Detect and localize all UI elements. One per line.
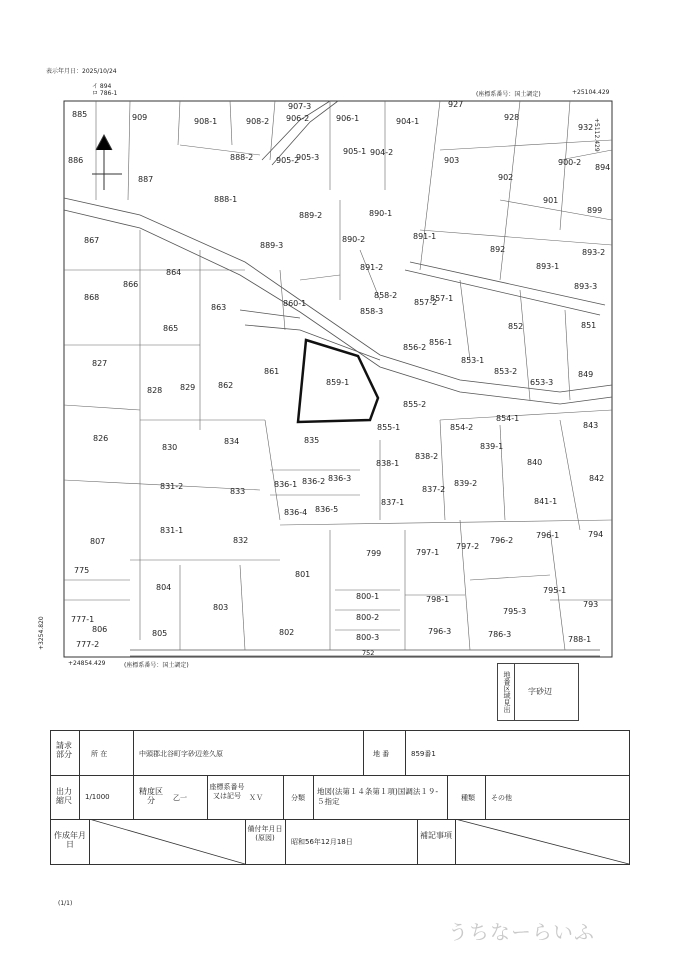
info-row-2 — [51, 775, 629, 820]
legend-label: 地番区域見出 — [498, 664, 515, 720]
parcel-label-788-1: 788-1 — [568, 635, 592, 644]
info-row-1 — [51, 731, 629, 776]
parcel-label-905-3: 905-3 — [296, 153, 320, 162]
parcel-label-888-2: 888-2 — [230, 153, 254, 162]
parcel-label-887: 887 — [138, 175, 154, 184]
class-label: 分類 — [291, 794, 305, 802]
parcel-label-837-2: 837-2 — [422, 485, 446, 494]
parcel-label-893-1: 893-1 — [536, 262, 560, 271]
remarks-label: 補記事項 — [420, 831, 452, 840]
parcel-label-868: 868 — [84, 293, 100, 302]
road-label: 752 — [362, 649, 375, 657]
accuracy-label: 精度区分 — [139, 787, 163, 805]
class-value: 地図(法第１４条第１項)国調法１９-５指定 — [317, 787, 439, 806]
accuracy-value: 乙一 — [173, 794, 187, 802]
parcel-label-905-2: 905-2 — [276, 156, 300, 165]
parcel-label-796-3: 796-3 — [428, 627, 452, 636]
parcel-label-891-2: 891-2 — [360, 263, 384, 272]
parcel-label-903: 903 — [444, 156, 460, 165]
parcel-label-653-3: 653-3 — [530, 378, 554, 387]
parcel-label-831-2: 831-2 — [160, 482, 184, 491]
coord-bottom-left: +24854.429 — [68, 660, 106, 667]
parcel-label-867: 867 — [84, 236, 100, 245]
coord-left-side: +3254.820 — [38, 616, 45, 650]
parcel-label-853-1: 853-1 — [461, 356, 485, 365]
reference-points: イ 894 ロ 786-1 — [92, 83, 118, 97]
parcel-label-906-1: 906-1 — [336, 114, 360, 123]
print-date: 表示年月日：2025/10/24 — [46, 68, 117, 75]
parcel-label-795-1: 795-1 — [543, 586, 567, 595]
parcel-label-799: 799 — [366, 549, 382, 558]
parcel-label-836-5: 836-5 — [315, 505, 339, 514]
parcel-label-862: 862 — [218, 381, 234, 390]
parcel-label-801: 801 — [295, 570, 311, 579]
parcel-label-858-3: 858-3 — [360, 307, 384, 316]
coord-system-top: (座標系番号：国土調定) — [476, 91, 541, 98]
parcel-label-833: 833 — [230, 487, 246, 496]
parcel-label-866: 866 — [123, 280, 139, 289]
legend-value: 字砂辺 — [528, 687, 552, 696]
parcel-label-932: 932 — [578, 123, 594, 132]
parcel-label-836-2: 836-2 — [302, 477, 326, 486]
coord-label: 座標系番号又は記号 — [209, 783, 245, 800]
parcel-label-904-1: 904-1 — [396, 117, 420, 126]
parcel-label-885: 885 — [72, 110, 88, 119]
parcel-label-831-1: 831-1 — [160, 526, 184, 535]
parcel-label-908-1: 908-1 — [194, 117, 218, 126]
parcel-label-863: 863 — [211, 303, 227, 312]
lot-label: 地 番 — [373, 750, 390, 758]
parcel-label-777-2: 777-2 — [76, 640, 100, 649]
parcel-label-777-1: 777-1 — [71, 615, 95, 624]
parcel-label-906-2: 906-2 — [286, 114, 310, 123]
parcel-label-797-2: 797-2 — [456, 542, 480, 551]
parcel-label-829: 829 — [180, 383, 196, 392]
parcel-label-835: 835 — [304, 436, 320, 445]
parcel-label-904-2: 904-2 — [370, 148, 394, 157]
lot-value: 859番1 — [411, 750, 436, 758]
parcel-label-854-2: 854-2 — [450, 423, 474, 432]
location-value: 中頭郡北谷町字砂辺差久原 — [139, 750, 223, 758]
parcel-label-893-3: 893-3 — [574, 282, 598, 291]
legend-box — [497, 663, 579, 721]
parcel-label-853-2: 853-2 — [494, 367, 518, 376]
parcel-label-836-1: 836-1 — [274, 480, 298, 489]
attached-value: 昭和56年12月18日 — [291, 838, 353, 846]
parcel-label-861: 861 — [264, 367, 280, 376]
parcel-label-794: 794 — [588, 530, 604, 539]
coord-value: ＸＶ — [249, 794, 263, 802]
parcel-label-832: 832 — [233, 536, 249, 545]
parcel-label-909: 909 — [132, 113, 148, 122]
parcel-label-891-1: 891-1 — [413, 232, 437, 241]
type-value: その他 — [491, 794, 512, 802]
location-label: 所 在 — [91, 750, 108, 758]
parcel-label-840: 840 — [527, 458, 543, 467]
parcel-label-908-2: 908-2 — [246, 117, 270, 126]
coord-top-right: +25104.429 — [572, 89, 610, 96]
info-table — [50, 730, 630, 865]
request-label: 請求部分 — [56, 741, 72, 759]
parcel-label-856-2: 856-2 — [403, 343, 427, 352]
parcel-label-889-3: 889-3 — [260, 241, 284, 250]
parcel-label-855-2: 855-2 — [403, 400, 427, 409]
parcel-label-775: 775 — [74, 566, 90, 575]
type-label: 種類 — [461, 794, 475, 802]
coord-right-side: +5112.429 — [593, 118, 600, 152]
parcel-label-858-2: 858-2 — [374, 291, 398, 300]
parcel-label-928: 928 — [504, 113, 520, 122]
parcel-label-800-1: 800-1 — [356, 592, 380, 601]
parcel-label-859-1: 859-1 — [326, 378, 350, 387]
parcel-label-830: 830 — [162, 443, 178, 452]
parcel-label-890-2: 890-2 — [342, 235, 366, 244]
parcel-label-842: 842 — [589, 474, 605, 483]
parcel-label-902: 902 — [498, 173, 514, 182]
parcel-label-836-3: 836-3 — [328, 474, 352, 483]
parcel-label-800-3: 800-3 — [356, 633, 380, 642]
parcel-label-890-1: 890-1 — [369, 209, 393, 218]
parcel-label-907-3: 907-3 — [288, 102, 312, 111]
parcel-label-837-1: 837-1 — [381, 498, 405, 507]
parcel-label-857-1: 857-1 — [430, 294, 454, 303]
parcel-label-786-3: 786-3 — [488, 630, 512, 639]
parcel-label-839-2: 839-2 — [454, 479, 478, 488]
parcel-label-857-2: 857-2 — [414, 298, 438, 307]
page-number: (1/1) — [58, 900, 73, 907]
parcel-label-798-1: 798-1 — [426, 595, 450, 604]
parcel-labels — [68, 100, 610, 657]
parcel-label-838-2: 838-2 — [415, 452, 439, 461]
remarks-empty-slash — [455, 819, 629, 864]
parcel-label-905-1: 905-1 — [343, 147, 367, 156]
parcel-label-828: 828 — [147, 386, 163, 395]
parcel-label-864: 864 — [166, 268, 182, 277]
parcel-label-805: 805 — [152, 629, 168, 638]
north-arrow-icon — [92, 135, 122, 190]
parcel-label-865: 865 — [163, 324, 179, 333]
watermark: うちなーらいふ — [448, 920, 595, 944]
parcel-label-796-1: 796-1 — [536, 531, 560, 540]
parcel-label-802: 802 — [279, 628, 295, 637]
parcel-label-826: 826 — [93, 434, 109, 443]
parcel-label-901: 901 — [543, 196, 559, 205]
parcel-label-836-4: 836-4 — [284, 508, 308, 517]
parcel-label-849: 849 — [578, 370, 594, 379]
parcel-label-899: 899 — [587, 206, 603, 215]
parcel-label-800-2: 800-2 — [356, 613, 380, 622]
parcel-label-795-3: 795-3 — [503, 607, 527, 616]
parcel-label-804: 804 — [156, 583, 172, 592]
parcel-label-834: 834 — [224, 437, 240, 446]
parcel-label-893-2: 893-2 — [582, 248, 606, 257]
parcel-label-827: 827 — [92, 359, 108, 368]
parcel-label-796-2: 796-2 — [490, 536, 514, 545]
parcel-label-927: 927 — [448, 100, 464, 109]
parcel-label-841-1: 841-1 — [534, 497, 558, 506]
info-row-3 — [51, 819, 629, 864]
coord-system-bottom: (座標系番号：国土調定) — [124, 662, 189, 669]
parcel-label-894: 894 — [595, 163, 611, 172]
parcel-label-888-1: 888-1 — [214, 195, 238, 204]
parcel-label-803: 803 — [213, 603, 229, 612]
parcel-label-843: 843 — [583, 421, 599, 430]
parcel-label-860-1: 860-1 — [283, 299, 307, 308]
parcel-label-852: 852 — [508, 322, 524, 331]
parcel-label-793: 793 — [583, 600, 599, 609]
parcel-label-854-1: 854-1 — [496, 414, 520, 423]
parcel-label-807: 807 — [90, 537, 106, 546]
parcel-label-797-1: 797-1 — [416, 548, 440, 557]
parcel-label-839-1: 839-1 — [480, 442, 504, 451]
parcel-label-851: 851 — [581, 321, 597, 330]
scale-label: 出力縮尺 — [56, 787, 72, 805]
scale-value: 1/1000 — [85, 793, 110, 801]
parcel-label-806: 806 — [92, 625, 108, 634]
parcel-label-889-2: 889-2 — [299, 211, 323, 220]
parcel-label-855-1: 855-1 — [377, 423, 401, 432]
created-label: 作成年月日 — [54, 831, 86, 849]
parcel-label-900-2: 900-2 — [558, 158, 582, 167]
parcel-label-892: 892 — [490, 245, 506, 254]
created-empty-slash — [89, 819, 245, 864]
parcel-label-838-1: 838-1 — [376, 459, 400, 468]
attached-label: 備付年月日(原図) — [247, 825, 283, 842]
parcel-label-856-1: 856-1 — [429, 338, 453, 347]
parcel-label-886: 886 — [68, 156, 84, 165]
